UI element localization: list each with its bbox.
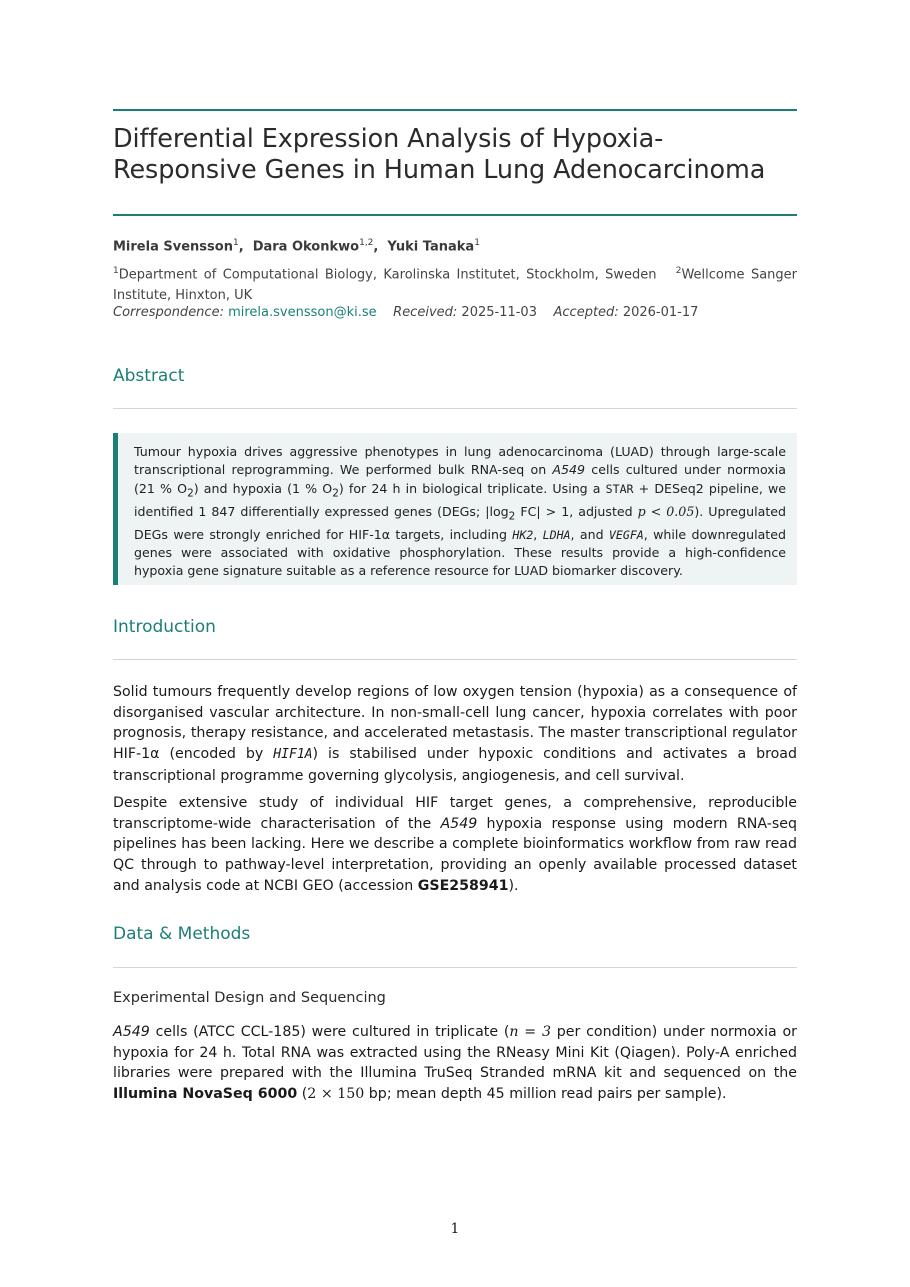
math-expression: n = 3: [509, 1024, 551, 1040]
cell-line: A549: [113, 1024, 150, 1040]
author-name: Mirela Svensson: [113, 239, 233, 255]
methods-heading: Data & Methods: [113, 924, 251, 944]
abstract-span: + DESeq2 pipeline, we identified 1 847 differentially expressed genes (DEGs; |log: [134, 480, 786, 519]
gene-name: HIF1A: [273, 747, 313, 763]
intro-span: ) is stabilised under hypoxic conditions and activates a broad transcriptional programme governing glycolysis, angiogenesis, and cell survival.: [113, 746, 797, 784]
received-label: Received:: [393, 305, 458, 320]
correspondence-label: Correspondence:: [113, 305, 224, 320]
gene-name: LDHA: [542, 527, 571, 542]
email-link[interactable]: mirela.svensson@ki.se: [228, 305, 377, 320]
author-affiliation-mark: 1: [474, 238, 480, 248]
intro-paragraph-2: [113, 793, 797, 897]
gene-name: HK2: [512, 527, 534, 542]
math-expression: p < 0.05: [637, 503, 695, 519]
introduction-rule: [113, 659, 797, 660]
intro-span: Despite extensive study of individual HIF target genes, a comprehensive, reproducible transcriptome-wide characterisation of the: [113, 795, 797, 832]
abstract-span: , while downregulated genes were associated with oxidative phosphorylation. These results provide a high-confidence hypoxia gene signature suitable as a reference resource for LUAD biomarker discovery.: [134, 526, 786, 579]
abstract-span: FC| > 1, adjusted: [515, 503, 638, 519]
abstract-rule: [113, 408, 797, 409]
math-expression: 2 × 150: [307, 1086, 365, 1103]
article-meta: [113, 305, 698, 320]
abstract-span: cells cultured under normoxia (21 % O: [134, 462, 786, 496]
affiliation-number: 1: [113, 266, 119, 276]
methods-span: bp; mean depth 45 million read pairs per sample).: [364, 1086, 727, 1103]
abstract-span: ) and hypoxia (1 % O: [193, 480, 333, 496]
title-bottom-rule: [113, 214, 797, 216]
accepted-date: 2026-01-17: [622, 305, 699, 320]
affiliations: [113, 261, 797, 306]
author-affiliation-mark: 1,2: [359, 238, 374, 248]
abstract-span: ) for 24 h in biological triplicate. Using a: [338, 480, 606, 496]
received-date: 2025-11-03: [461, 305, 537, 320]
affiliation-text: Department of Computational Biology, Karolinska Institutet, Stockholm, Sweden: [118, 267, 657, 283]
accepted-label: Accepted:: [553, 305, 619, 320]
abstract-heading: Abstract: [113, 366, 185, 386]
cell-line: A549: [552, 462, 586, 478]
methods-subheading: Experimental Design and Sequencing: [113, 990, 386, 1006]
intro-span: hypoxia response using modern RNA-seq pipelines has been lacking. Here we describe a complete bioinformatics workflow from raw read QC through to pathway-level interpretation, providing an openly available processed dataset and analysis code at NCBI GEO (accession: [113, 815, 798, 894]
methods-span: (: [297, 1086, 308, 1103]
tool-name: STAR: [605, 481, 634, 496]
paper-title: Differential Expression Analysis of Hypoxia-Responsive Genes in Human Lung Adenocarcinoma: [113, 124, 766, 185]
methods-paragraph: [113, 1022, 797, 1105]
methods-span: per condition) under normoxia or hypoxia for 24 h. Total RNA was extracted using the RNeasy Mini Kit (Qiagen). Poly-A enriched libraries were prepared with the Illumina TruSeq Stranded mRNA kit and sequenced on the: [113, 1024, 797, 1082]
author-name: Yuki Tanaka: [387, 239, 475, 255]
abstract-span: Tumour hypoxia drives aggressive phenotypes in lung adenocarcinoma (LUAD) through large-scale transcriptional reprogramming. We performed bulk RNA-seq on: [134, 444, 786, 478]
intro-span: ).: [508, 877, 519, 894]
cell-line: A549: [440, 815, 478, 832]
author-affiliation-mark: 1: [232, 238, 239, 248]
introduction-heading: Introduction: [113, 617, 216, 637]
affiliation-number: 2: [675, 266, 682, 276]
affiliation-text: Wellcome Sanger Institute, Hinxton, UK: [113, 267, 797, 304]
geo-accession: GSE258941: [417, 877, 509, 894]
methods-span: cells (ATCC CCL-185) were cultured in triplicate (: [149, 1024, 510, 1040]
title-top-rule: [113, 109, 797, 111]
author-list: Mirela Svensson$^1$, Dara Okonkwo$^{1,2}$, Yuki Tanaka$^1$: [113, 238, 480, 255]
author-name: Dara Okonkwo: [252, 239, 360, 255]
abstract-box: [113, 433, 797, 585]
page-number: 1: [450, 1221, 460, 1237]
intro-paragraph-1: [113, 682, 797, 787]
abstract-text: Tumour hypoxia drives aggressive phenotypes in lung adenocarcinoma (LUAD) through large-scale transcriptional reprogramming. We performed bulk RNA-seq on A549 cells cultured under normoxia (21 % $O_2$) and hypoxia (1 % $O_2$) for 24 h in biological triplicate. Using a STAR + DESeq2 pipeline, we identified 1 847 differentially expressed genes (DEGs; $|\log_2$ FC| > 1, adjusted p < 0.05). Upregulated DEGs were strongly enriched for HIF-1α targets, including HK2, LDHA, and VEGFA, while downregulated genes were associated with oxidative phosphorylation. These results provide a high-confidence hypoxia gene signature suitable as a reference resource for LUAD biomarker discovery.: [134, 444, 786, 579]
methods-rule: [113, 967, 797, 968]
intro-span: Solid tumours frequently develop regions of low oxygen tension (hypoxia) as a consequence of disorganised vascular architecture. In non-small-cell lung cancer, hypoxia correlates with poor prognosis, therapy resistance, and accelerated metastasis. The master transcriptional regulator HIF-1α (encoded by: [113, 684, 797, 763]
gene-name: VEGFA: [608, 527, 644, 542]
abstract-span: ). Upregulated DEGs were strongly enriched for HIF-1α targets, including: [134, 503, 786, 542]
sequencer-name: Illumina NovaSeq 6000: [113, 1086, 298, 1103]
